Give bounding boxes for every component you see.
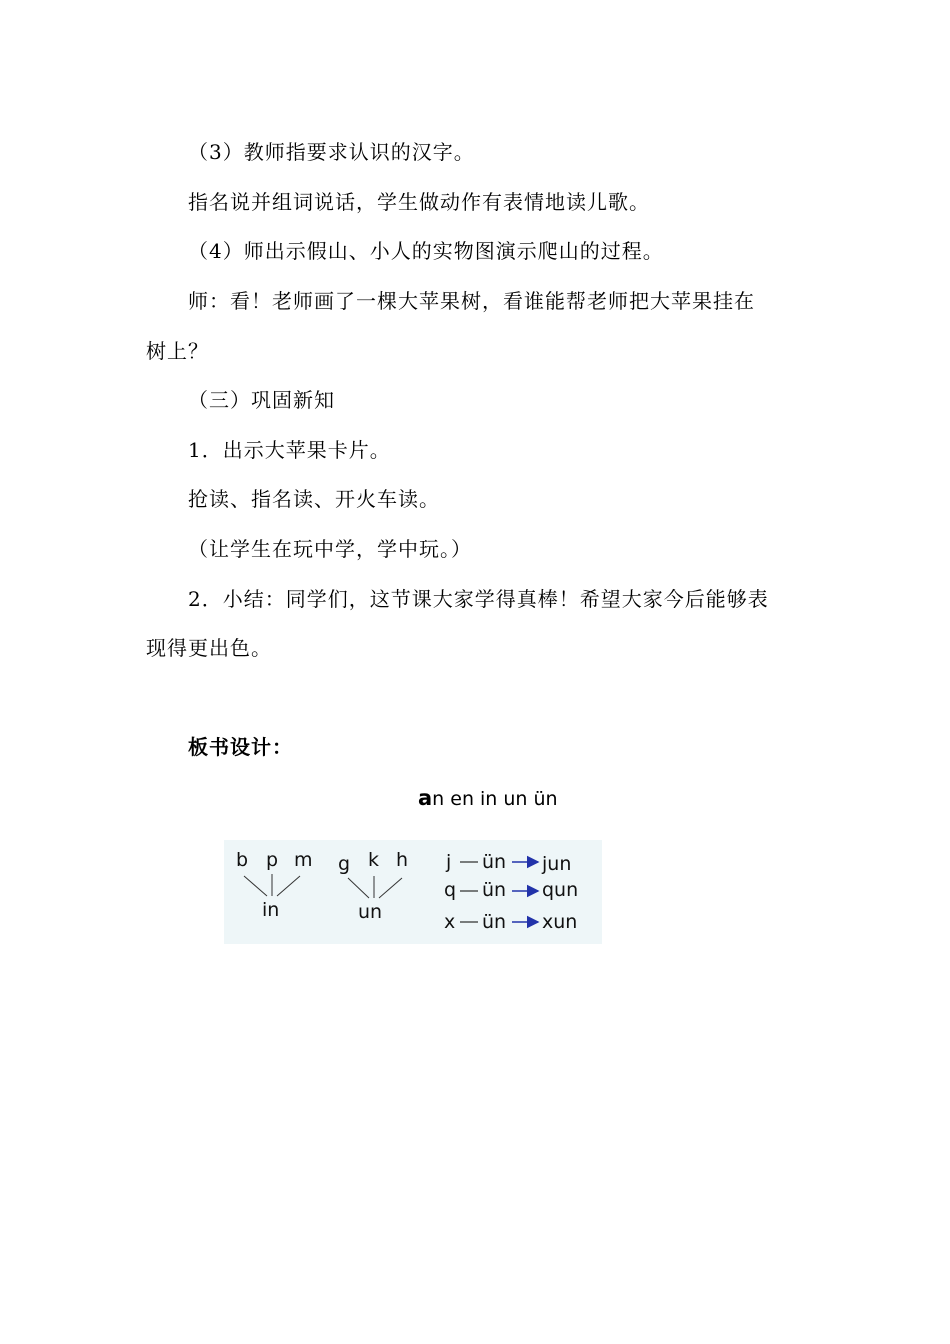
initial-m: m: [294, 849, 313, 871]
section-heading-consolidate: （三）巩固新知: [188, 388, 335, 412]
connector-line: [244, 876, 267, 896]
initial-p: p: [266, 849, 279, 871]
line-note: （让学生在玩中学，学中玩。）: [188, 537, 472, 561]
rule-q-final: ün: [482, 879, 507, 901]
rule-j-initial: j: [446, 851, 452, 873]
rule-j-final: ün: [482, 851, 507, 873]
pinyin-a: a: [418, 786, 433, 810]
connector-line: [379, 878, 402, 898]
line-summary: 2．小结：同学们，这节课大家学得真棒！希望大家今后能够表: [188, 587, 769, 611]
line-item-1: 1．出示大苹果卡片。: [188, 438, 391, 462]
line-teacher-speech: 师：看！老师画了一棵大苹果树，看谁能帮老师把大苹果挂在: [188, 289, 755, 313]
initial-b: b: [236, 849, 249, 871]
rule-j-result: jun: [542, 853, 572, 875]
initial-g: g: [338, 853, 351, 875]
final-in: in: [262, 899, 280, 921]
pinyin-finals-row: [418, 786, 558, 811]
board-design-heading: 板书设计：: [188, 735, 293, 759]
rule-x-final: ün: [482, 911, 507, 933]
line-summary-cont: 现得更出色。: [146, 636, 272, 660]
line-read-rhyme: 指名说并组词说话，学生做动作有表情地读儿歌。: [188, 190, 650, 214]
initial-k: k: [368, 849, 380, 871]
line-teacher-speech-cont: 树上？: [146, 339, 209, 363]
rule-q-result: qun: [542, 879, 579, 901]
connector-line: [348, 878, 369, 898]
rule-x-initial: x: [444, 911, 456, 933]
line-step-4: （4）师出示假山、小人的实物图演示爬山的过程。: [188, 239, 664, 263]
rule-x-result: xun: [542, 911, 578, 933]
rule-q-initial: q: [444, 879, 457, 901]
pinyin-rest: n en in un ün: [432, 788, 558, 810]
initial-h: h: [396, 849, 409, 871]
blackboard-diagram: [224, 840, 602, 944]
line-step-3: （3）教师指要求认识的汉字。: [188, 140, 475, 164]
connector-line: [277, 876, 300, 896]
line-reading-modes: 抢读、指名读、开火车读。: [188, 487, 440, 511]
final-un: un: [358, 901, 383, 923]
blackboard-image: [224, 840, 602, 944]
